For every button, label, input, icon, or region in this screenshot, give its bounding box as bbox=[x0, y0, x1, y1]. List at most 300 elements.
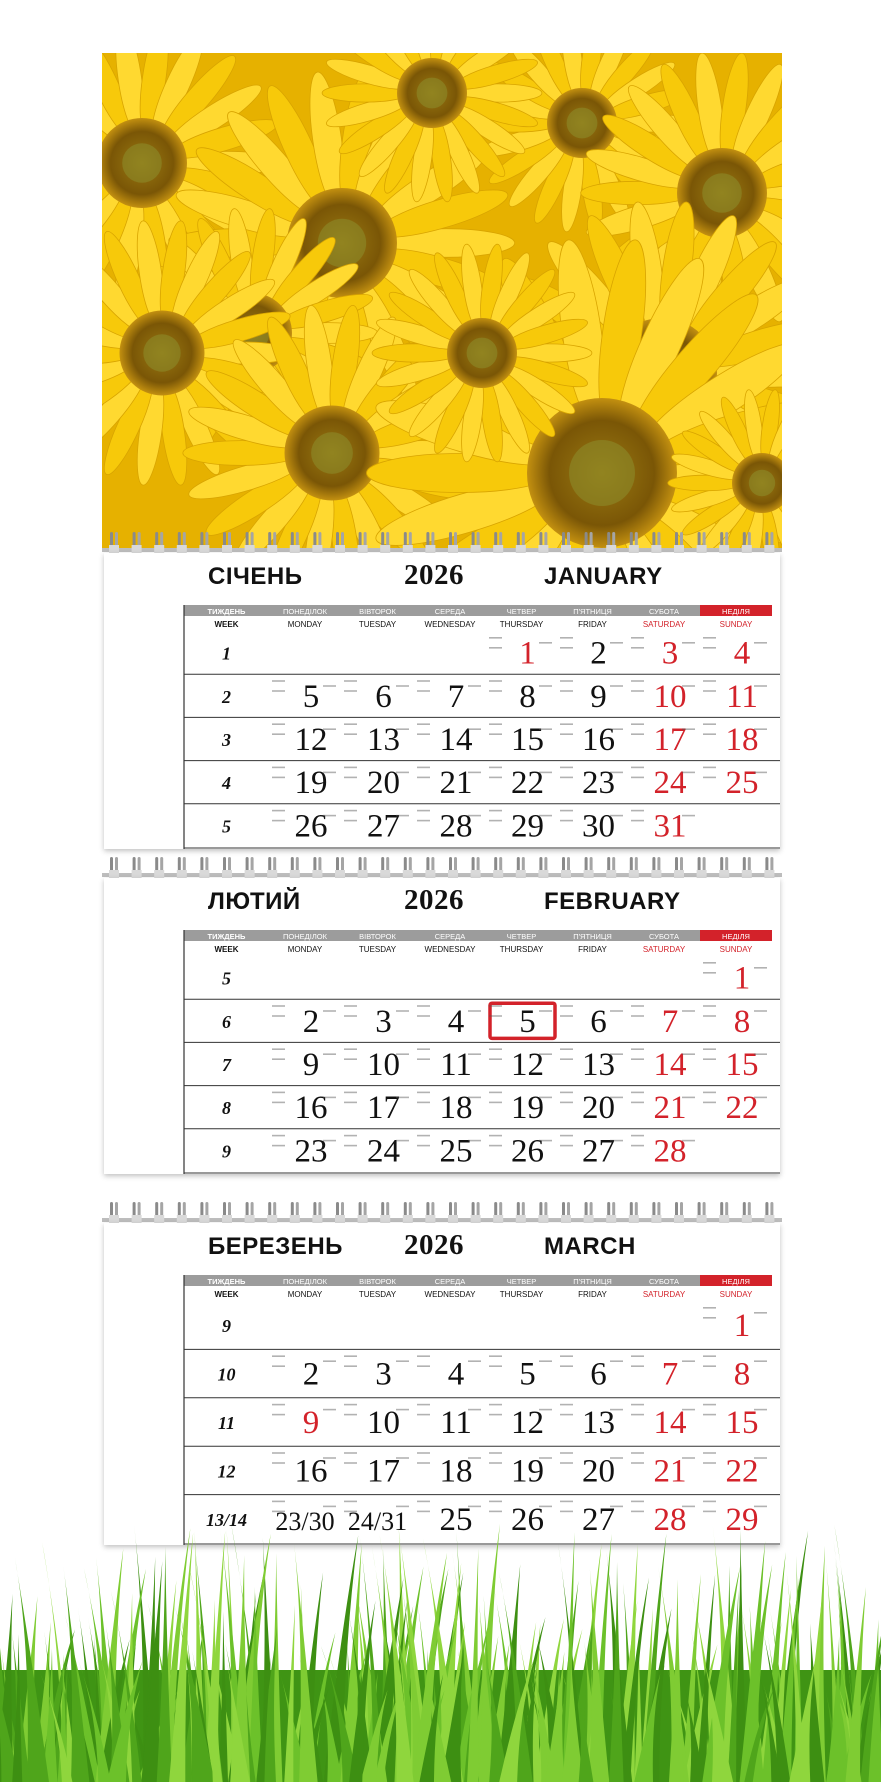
holiday-note-mark bbox=[539, 1457, 552, 1459]
holiday-note-mark bbox=[489, 1501, 502, 1503]
holiday-note-mark bbox=[344, 1511, 357, 1513]
holiday-note-mark bbox=[610, 728, 623, 730]
day-number[interactable]: 21 bbox=[653, 1090, 687, 1127]
holiday-note-mark bbox=[417, 1355, 430, 1357]
holiday-note-mark bbox=[468, 815, 481, 817]
holiday-note-mark bbox=[539, 1097, 552, 1099]
holiday-note-mark bbox=[344, 1092, 357, 1094]
binding-hole bbox=[516, 870, 526, 878]
holiday-note-mark bbox=[560, 680, 573, 682]
holiday-note-mark bbox=[396, 1457, 409, 1459]
holiday-note-mark bbox=[272, 1135, 285, 1137]
holiday-note-mark bbox=[539, 772, 552, 774]
binding-hole bbox=[312, 1215, 322, 1223]
holiday-note-mark bbox=[703, 1048, 716, 1050]
holiday-note-mark bbox=[682, 685, 695, 687]
week-number: 6 bbox=[222, 1011, 231, 1032]
binding-hole bbox=[764, 545, 774, 553]
holiday-note-mark bbox=[468, 685, 481, 687]
weekday-header-ua: СУБОТА bbox=[649, 607, 679, 616]
weekday-header-ua: ВІВТОРОК bbox=[359, 1277, 396, 1286]
holiday-note-mark bbox=[417, 1048, 430, 1050]
day-number[interactable]: 8 bbox=[733, 1003, 751, 1040]
day-number[interactable]: 19 bbox=[511, 1090, 544, 1127]
day-number[interactable]: 27 bbox=[582, 1501, 615, 1538]
holiday-note-mark bbox=[631, 1005, 644, 1007]
holiday-note-mark bbox=[272, 777, 285, 779]
holiday-note-mark bbox=[682, 1140, 695, 1142]
day-number[interactable]: 8 bbox=[519, 678, 536, 715]
weekday-header-ua: ТИЖДЕНЬ bbox=[207, 1277, 246, 1286]
day-number[interactable]: 15 bbox=[725, 1405, 759, 1441]
holiday-note-mark bbox=[344, 1015, 357, 1017]
day-number[interactable]: 15 bbox=[511, 722, 544, 758]
binding-hole bbox=[493, 870, 503, 878]
day-number[interactable]: 11 bbox=[726, 678, 758, 715]
day-number[interactable]: 23 bbox=[582, 765, 615, 802]
holiday-note-mark bbox=[417, 733, 430, 735]
day-number[interactable]: 6 bbox=[590, 1356, 607, 1393]
weekday-header-en: MONDAY bbox=[287, 620, 323, 629]
weekday-header-en: THURSDAY bbox=[499, 945, 544, 954]
holiday-note-mark bbox=[417, 1135, 430, 1137]
day-number[interactable]: 25 bbox=[439, 1501, 473, 1538]
weekday-header-en: SATURDAY bbox=[642, 1290, 686, 1299]
month-march bbox=[104, 1223, 780, 1545]
holiday-note-mark bbox=[631, 680, 644, 682]
holiday-note-mark bbox=[539, 1053, 552, 1055]
day-number[interactable]: 19 bbox=[294, 765, 328, 802]
month-header bbox=[104, 878, 780, 930]
day-number[interactable]: 20 bbox=[367, 765, 400, 802]
holiday-note-mark bbox=[272, 733, 285, 735]
binding-hole bbox=[312, 870, 322, 878]
holiday-note-mark bbox=[344, 1462, 357, 1464]
day-number[interactable]: 13 bbox=[582, 1405, 615, 1441]
day-number[interactable]: 6 bbox=[590, 1003, 607, 1040]
weekday-header-ua: ТИЖДЕНЬ bbox=[207, 607, 246, 616]
day-number[interactable]: 5 bbox=[302, 678, 320, 715]
binding-hole bbox=[448, 870, 458, 878]
day-number[interactable]: 28 bbox=[653, 1133, 687, 1170]
day-number[interactable]: 16 bbox=[582, 722, 615, 758]
binding-hole bbox=[697, 545, 707, 553]
holiday-note-mark bbox=[682, 728, 695, 730]
day-number[interactable]: 22 bbox=[725, 1090, 759, 1127]
day-number[interactable]: 4 bbox=[733, 635, 751, 672]
holiday-note-mark bbox=[396, 1360, 409, 1362]
holiday-note-mark bbox=[272, 1145, 285, 1147]
holiday-note-mark bbox=[539, 1140, 552, 1142]
holiday-note-mark bbox=[754, 642, 767, 644]
holiday-note-mark bbox=[703, 1317, 716, 1319]
holiday-note-mark bbox=[344, 1414, 357, 1416]
holiday-note-mark bbox=[560, 767, 573, 769]
month-february bbox=[104, 878, 780, 1174]
day-number[interactable]: 18 bbox=[725, 722, 759, 758]
day-number[interactable]: 1 bbox=[733, 960, 751, 997]
weekday-header-en: WEDNESDAY bbox=[424, 945, 476, 954]
day-number[interactable]: 8 bbox=[733, 1356, 751, 1393]
holiday-note-mark bbox=[560, 1511, 573, 1513]
holiday-note-mark bbox=[703, 1005, 716, 1007]
holiday-note-mark bbox=[703, 1307, 716, 1309]
day-number[interactable]: 5 bbox=[519, 1003, 536, 1040]
holiday-note-mark bbox=[489, 1135, 502, 1137]
day-number[interactable]: 3 bbox=[375, 1356, 392, 1393]
holiday-note-mark bbox=[489, 767, 502, 769]
holiday-note-mark bbox=[489, 723, 502, 725]
holiday-note-mark bbox=[344, 680, 357, 682]
binding-hole bbox=[222, 870, 232, 878]
binding-hole bbox=[606, 545, 616, 553]
weekday-header-ua: ЧЕТВЕР bbox=[506, 607, 537, 616]
holiday-note-mark bbox=[396, 815, 409, 817]
year-label: 2026 bbox=[404, 884, 464, 916]
binding-hole bbox=[764, 1215, 774, 1223]
holiday-note-mark bbox=[631, 1511, 644, 1513]
binding-hole bbox=[629, 545, 639, 553]
day-number[interactable]: 28 bbox=[439, 808, 473, 845]
month-name-en: MARCH bbox=[544, 1233, 636, 1260]
holiday-note-mark bbox=[417, 1404, 430, 1406]
holiday-note-mark bbox=[610, 1053, 623, 1055]
holiday-note-mark bbox=[610, 1360, 623, 1362]
day-number[interactable]: 21 bbox=[439, 765, 473, 802]
day-number[interactable]: 27 bbox=[582, 1133, 615, 1170]
weekday-header-ua: НЕДІЛЯ bbox=[722, 607, 750, 616]
weekday-header-ua: ВІВТОРОК bbox=[359, 932, 396, 941]
day-number[interactable]: 28 bbox=[653, 1501, 687, 1538]
binding-hole bbox=[335, 870, 345, 878]
holiday-note-mark bbox=[417, 777, 430, 779]
day-number[interactable]: 11 bbox=[440, 1405, 472, 1441]
holiday-note-mark bbox=[468, 1360, 481, 1362]
binding-hole bbox=[177, 870, 187, 878]
day-number[interactable]: 11 bbox=[440, 1047, 472, 1083]
day-number[interactable]: 26 bbox=[511, 1501, 544, 1538]
holiday-note-mark bbox=[272, 680, 285, 682]
holiday-note-mark bbox=[631, 1145, 644, 1147]
holiday-note-mark bbox=[754, 1360, 767, 1362]
day-number[interactable]: 16 bbox=[294, 1090, 328, 1127]
holiday-note-mark bbox=[344, 810, 357, 812]
holiday-note-mark bbox=[272, 1092, 285, 1094]
holiday-note-mark bbox=[539, 1409, 552, 1411]
weekday-header-en: SUNDAY bbox=[719, 945, 753, 954]
holiday-note-mark bbox=[417, 1092, 430, 1094]
day-number[interactable]: 26 bbox=[294, 808, 328, 845]
weekday-header-en: THURSDAY bbox=[499, 620, 544, 629]
holiday-note-mark bbox=[489, 1365, 502, 1367]
day-number[interactable]: 27 bbox=[367, 808, 400, 845]
binding-hole bbox=[312, 545, 322, 553]
day-number[interactable]: 5 bbox=[519, 1356, 536, 1393]
holiday-note-mark bbox=[344, 690, 357, 692]
day-number[interactable]: 12 bbox=[511, 1047, 544, 1083]
day-number[interactable]: 24 bbox=[653, 765, 687, 802]
week-number: 5 bbox=[222, 968, 231, 989]
holiday-note-mark bbox=[610, 1097, 623, 1099]
sunflower-photo bbox=[102, 53, 782, 548]
holiday-note-mark bbox=[323, 1010, 336, 1012]
holiday-note-mark bbox=[468, 1409, 481, 1411]
holiday-note-mark bbox=[396, 1097, 409, 1099]
holiday-note-mark bbox=[703, 680, 716, 682]
week-number: 10 bbox=[217, 1364, 236, 1385]
holiday-note-mark bbox=[344, 1048, 357, 1050]
day-number[interactable]: 3 bbox=[661, 635, 679, 672]
holiday-note-mark bbox=[703, 647, 716, 649]
holiday-note-mark bbox=[631, 810, 644, 812]
day-number[interactable]: 17 bbox=[367, 1453, 400, 1490]
binding-hole bbox=[222, 1215, 232, 1223]
day-number[interactable]: 10 bbox=[367, 1405, 400, 1441]
day-number[interactable]: 4 bbox=[447, 1003, 465, 1040]
holiday-note-mark bbox=[610, 772, 623, 774]
weekday-header-ua: НЕДІЛЯ bbox=[722, 1277, 750, 1286]
holiday-note-mark bbox=[560, 1414, 573, 1416]
day-number[interactable]: 7 bbox=[447, 678, 465, 715]
day-number[interactable]: 13 bbox=[367, 722, 400, 758]
binding-hole bbox=[290, 1215, 300, 1223]
binding-hole bbox=[493, 1215, 503, 1223]
holiday-note-mark bbox=[539, 1360, 552, 1362]
binding-hole bbox=[222, 545, 232, 553]
holiday-note-mark bbox=[272, 723, 285, 725]
holiday-note-mark bbox=[272, 1058, 285, 1060]
day-number[interactable]: 1 bbox=[519, 635, 536, 672]
day-number[interactable]: 25 bbox=[725, 765, 759, 802]
day-number[interactable]: 2 bbox=[590, 635, 607, 672]
holiday-note-mark bbox=[631, 1501, 644, 1503]
weekday-header-en: WEEK bbox=[214, 945, 239, 954]
holiday-note-mark bbox=[631, 1452, 644, 1454]
weekday-header-en: TUESDAY bbox=[358, 1290, 397, 1299]
weekday-header-ua: ТИЖДЕНЬ bbox=[207, 932, 246, 941]
day-number[interactable]: 14 bbox=[653, 1047, 687, 1083]
day-number[interactable]: 9 bbox=[302, 1405, 320, 1441]
binding-hole bbox=[538, 1215, 548, 1223]
holiday-note-mark bbox=[489, 1048, 502, 1050]
month-grid bbox=[104, 930, 780, 1174]
weekday-header-ua: П'ЯТНИЦЯ bbox=[573, 607, 612, 616]
holiday-note-mark bbox=[682, 1360, 695, 1362]
binding-hole bbox=[742, 545, 752, 553]
holiday-note-mark bbox=[703, 1015, 716, 1017]
day-number[interactable]: 10 bbox=[367, 1047, 400, 1083]
weekday-header-ua: ЧЕТВЕР bbox=[506, 932, 537, 941]
holiday-note-mark bbox=[468, 772, 481, 774]
holiday-note-mark bbox=[468, 1097, 481, 1099]
holiday-note-mark bbox=[344, 1501, 357, 1503]
day-number[interactable]: 24 bbox=[367, 1133, 400, 1170]
day-number[interactable]: 7 bbox=[661, 1356, 679, 1393]
holiday-note-mark bbox=[703, 1058, 716, 1060]
holiday-note-mark bbox=[703, 1092, 716, 1094]
binding-hole bbox=[245, 870, 255, 878]
holiday-note-mark bbox=[489, 690, 502, 692]
day-number[interactable]: 19 bbox=[511, 1453, 544, 1490]
holiday-note-mark bbox=[631, 1102, 644, 1104]
holiday-note-mark bbox=[631, 1015, 644, 1017]
holiday-note-mark bbox=[272, 1404, 285, 1406]
holiday-note-mark bbox=[489, 680, 502, 682]
holiday-note-mark bbox=[754, 1053, 767, 1055]
binding-hole bbox=[606, 1215, 616, 1223]
day-number[interactable]: 16 bbox=[294, 1453, 328, 1490]
weekday-header-en: WEEK bbox=[214, 1290, 239, 1299]
holiday-note-mark bbox=[396, 772, 409, 774]
holiday-note-mark bbox=[560, 1058, 573, 1060]
binding-hole bbox=[448, 1215, 458, 1223]
month-name-en: JANUARY bbox=[544, 563, 663, 590]
day-number[interactable]: 31 bbox=[653, 808, 687, 845]
holiday-note-mark bbox=[560, 723, 573, 725]
binding-hole bbox=[674, 545, 684, 553]
holiday-note-mark bbox=[703, 1511, 716, 1513]
holiday-note-mark bbox=[272, 820, 285, 822]
day-number[interactable]: 2 bbox=[302, 1356, 320, 1393]
day-number[interactable]: 29 bbox=[511, 808, 544, 845]
binding-hole bbox=[290, 545, 300, 553]
binding-hole bbox=[742, 870, 752, 878]
holiday-note-mark bbox=[489, 1015, 502, 1017]
binding-hole bbox=[651, 870, 661, 878]
month-name-en: FEBRUARY bbox=[544, 888, 681, 915]
holiday-note-mark bbox=[703, 733, 716, 735]
holiday-note-mark bbox=[417, 1462, 430, 1464]
binding-hole bbox=[245, 1215, 255, 1223]
binding-hole bbox=[629, 1215, 639, 1223]
holiday-note-mark bbox=[344, 1005, 357, 1007]
day-number[interactable]: 9 bbox=[590, 678, 607, 715]
holiday-note-mark bbox=[610, 1010, 623, 1012]
day-number[interactable]: 18 bbox=[439, 1453, 473, 1490]
holiday-note-mark bbox=[703, 1452, 716, 1454]
day-number[interactable]: 14 bbox=[439, 722, 473, 758]
holiday-note-mark bbox=[560, 1092, 573, 1094]
holiday-note-mark bbox=[396, 1053, 409, 1055]
holiday-note-mark bbox=[682, 1409, 695, 1411]
day-number[interactable]: 3 bbox=[375, 1003, 392, 1040]
weekday-header-en: WEDNESDAY bbox=[424, 620, 476, 629]
day-number[interactable]: 2 bbox=[302, 1003, 320, 1040]
day-number[interactable]: 23/30 bbox=[275, 1506, 335, 1536]
holiday-note-mark bbox=[323, 1457, 336, 1459]
binding-hole bbox=[629, 870, 639, 878]
day-number[interactable]: 25 bbox=[439, 1133, 473, 1170]
day-number[interactable]: 29 bbox=[725, 1501, 759, 1538]
binding-hole bbox=[109, 545, 119, 553]
holiday-note-mark bbox=[489, 1058, 502, 1060]
holiday-note-mark bbox=[631, 1404, 644, 1406]
binding-hole bbox=[493, 545, 503, 553]
holiday-note-mark bbox=[344, 1355, 357, 1357]
holiday-note-mark bbox=[560, 1015, 573, 1017]
holiday-note-mark bbox=[272, 810, 285, 812]
holiday-note-mark bbox=[539, 685, 552, 687]
weekday-header-ua: СУБОТА bbox=[649, 1277, 679, 1286]
day-number[interactable]: 20 bbox=[582, 1090, 615, 1127]
weekday-header-en: SUNDAY bbox=[719, 620, 753, 629]
binding-hole bbox=[177, 1215, 187, 1223]
weekday-header-ua: ВІВТОРОК bbox=[359, 607, 396, 616]
holiday-note-mark bbox=[323, 1506, 336, 1508]
holiday-note-mark bbox=[754, 1312, 767, 1314]
day-number[interactable]: 24/31 bbox=[347, 1506, 408, 1536]
day-number[interactable]: 1 bbox=[733, 1308, 751, 1345]
day-number[interactable]: 22 bbox=[725, 1453, 759, 1490]
holiday-note-mark bbox=[682, 1010, 695, 1012]
holiday-note-mark bbox=[560, 1365, 573, 1367]
holiday-note-mark bbox=[272, 1102, 285, 1104]
holiday-note-mark bbox=[272, 767, 285, 769]
weekday-header-ua: ПОНЕДІЛОК bbox=[283, 607, 327, 616]
holiday-note-mark bbox=[754, 1506, 767, 1508]
day-number[interactable]: 26 bbox=[511, 1133, 544, 1170]
day-number[interactable]: 12 bbox=[294, 722, 328, 758]
holiday-note-mark bbox=[560, 777, 573, 779]
day-number[interactable]: 17 bbox=[653, 722, 687, 758]
holiday-note-mark bbox=[754, 1409, 767, 1411]
week-number: 9 bbox=[222, 1141, 231, 1162]
day-number[interactable]: 15 bbox=[725, 1047, 759, 1083]
spiral-binding bbox=[102, 531, 782, 555]
day-number[interactable]: 7 bbox=[661, 1003, 679, 1040]
day-number[interactable]: 30 bbox=[582, 808, 615, 845]
holiday-note-mark bbox=[703, 1355, 716, 1357]
holiday-note-mark bbox=[417, 1058, 430, 1060]
day-number[interactable]: 9 bbox=[302, 1047, 320, 1083]
holiday-note-mark bbox=[682, 772, 695, 774]
holiday-note-mark bbox=[489, 1511, 502, 1513]
day-number[interactable]: 13 bbox=[582, 1047, 615, 1083]
binding-hole bbox=[335, 545, 345, 553]
day-number[interactable]: 6 bbox=[375, 678, 392, 715]
holiday-note-mark bbox=[396, 728, 409, 730]
holiday-note-mark bbox=[417, 680, 430, 682]
holiday-note-mark bbox=[682, 1457, 695, 1459]
holiday-note-mark bbox=[272, 1355, 285, 1357]
holiday-note-mark bbox=[631, 820, 644, 822]
day-number[interactable]: 20 bbox=[582, 1453, 615, 1490]
day-number[interactable]: 12 bbox=[511, 1405, 544, 1441]
holiday-note-mark bbox=[417, 1015, 430, 1017]
holiday-note-mark bbox=[396, 1140, 409, 1142]
holiday-note-mark bbox=[272, 1015, 285, 1017]
holiday-note-mark bbox=[539, 1506, 552, 1508]
day-number[interactable]: 21 bbox=[653, 1453, 687, 1490]
day-number[interactable]: 14 bbox=[653, 1405, 687, 1441]
holiday-note-mark bbox=[417, 820, 430, 822]
binding-hole bbox=[199, 1215, 209, 1223]
binding-hole bbox=[358, 1215, 368, 1223]
binding-hole bbox=[358, 870, 368, 878]
day-number[interactable]: 22 bbox=[511, 765, 544, 802]
day-number[interactable]: 4 bbox=[447, 1356, 465, 1393]
day-number[interactable]: 23 bbox=[294, 1133, 328, 1170]
weekday-header-en: SATURDAY bbox=[642, 945, 686, 954]
binding-hole bbox=[516, 1215, 526, 1223]
year-label: 2026 bbox=[404, 1229, 464, 1261]
day-number[interactable]: 18 bbox=[439, 1090, 473, 1127]
day-number[interactable]: 17 bbox=[367, 1090, 400, 1127]
holiday-note-mark bbox=[631, 647, 644, 649]
holiday-note-mark bbox=[417, 1511, 430, 1513]
holiday-note-mark bbox=[610, 1409, 623, 1411]
day-number[interactable]: 10 bbox=[653, 678, 687, 715]
